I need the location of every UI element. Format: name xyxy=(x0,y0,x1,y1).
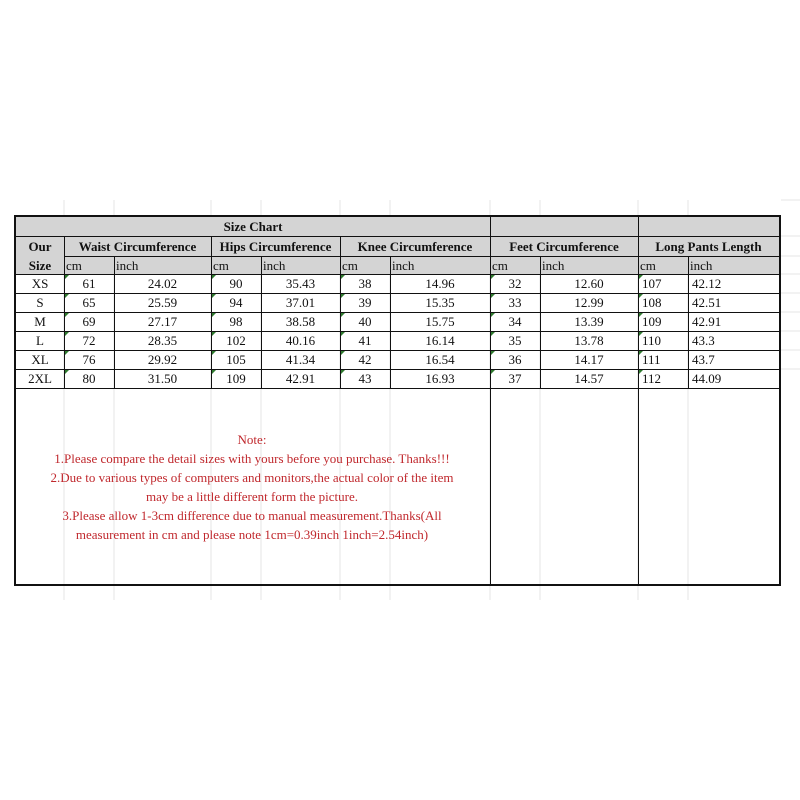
size-label-cell: XL xyxy=(31,352,49,367)
table-cell-feet-cm: 32 xyxy=(508,276,522,291)
cell-indicator-icon xyxy=(491,294,495,298)
cell-indicator-icon xyxy=(65,275,69,279)
table-cell-knee-cm: 38 xyxy=(358,276,372,291)
cell-indicator-icon xyxy=(639,275,643,279)
table-cell-waist-cm: 76 xyxy=(82,352,96,367)
table-cell-hips-in: 41.34 xyxy=(285,352,316,367)
size-label-cell: 2XL xyxy=(28,371,52,386)
cell-indicator-icon xyxy=(65,332,69,336)
table-cell-knee-in: 15.75 xyxy=(425,314,455,329)
cell-border xyxy=(638,215,639,586)
group-waist: Waist Circumference xyxy=(64,236,211,256)
table-cell-waist-in: 27.17 xyxy=(147,314,178,329)
table-cell-length-in: 44.09 xyxy=(692,371,722,386)
size-chart-title: Size Chart xyxy=(16,217,490,236)
size-label-cell: L xyxy=(36,333,44,348)
table-cell-waist-in: 28.35 xyxy=(147,333,178,348)
unit-inch: inch xyxy=(688,256,779,274)
unit-inch: inch xyxy=(390,256,490,274)
header-blank-length xyxy=(638,217,779,236)
table-cell-length-in: 43.3 xyxy=(692,333,715,348)
table-cell-knee-in: 16.93 xyxy=(425,371,455,386)
table-cell-length-cm: 112 xyxy=(642,371,662,386)
cell-border xyxy=(14,369,781,370)
table-cell-hips-in: 37.01 xyxy=(285,295,316,310)
table-cell-knee-cm: 43 xyxy=(358,371,372,386)
table-cell-knee-in: 15.35 xyxy=(425,295,455,310)
unit-cm: cm xyxy=(64,256,114,274)
table-cell-waist-in: 25.59 xyxy=(147,295,178,310)
cell-indicator-icon xyxy=(491,370,495,374)
cell-indicator-icon xyxy=(212,332,216,336)
table-cell-hips-cm: 109 xyxy=(226,371,246,386)
table-cell-waist-cm: 72 xyxy=(82,333,96,348)
table-cell-waist-cm: 80 xyxy=(82,371,96,386)
table-cell-knee-cm: 42 xyxy=(358,352,372,367)
cell-indicator-icon xyxy=(341,370,345,374)
table-cell-knee-in: 14.96 xyxy=(425,276,455,291)
table-cell-length-in: 43.7 xyxy=(692,352,715,367)
table-cell-hips-cm: 105 xyxy=(226,352,246,367)
cell-indicator-icon xyxy=(639,294,643,298)
group-knee: Knee Circumference xyxy=(340,236,490,256)
table-cell-length-in: 42.91 xyxy=(692,314,722,329)
size-label-cell: XS xyxy=(31,276,49,291)
table-cell-waist-cm: 61 xyxy=(82,276,96,291)
cell-border xyxy=(14,236,781,237)
table-cell-feet-in: 13.39 xyxy=(574,314,604,329)
cell-border xyxy=(14,274,781,275)
table-cell-waist-in: 31.50 xyxy=(147,371,178,386)
table-cell-length-cm: 107 xyxy=(642,276,662,291)
cell-border xyxy=(14,312,781,313)
table-cell-hips-cm: 94 xyxy=(229,295,243,310)
cell-border xyxy=(490,215,491,586)
cell-indicator-icon xyxy=(341,294,345,298)
table-cell-hips-in: 35.43 xyxy=(285,276,316,291)
unit-cm: cm xyxy=(211,256,261,274)
table-cell-knee-cm: 39 xyxy=(358,295,372,310)
cell-indicator-icon xyxy=(65,351,69,355)
table-cell-hips-in: 40.16 xyxy=(285,333,316,348)
table-cell-knee-in: 16.54 xyxy=(425,352,455,367)
cell-indicator-icon xyxy=(341,351,345,355)
table-cell-feet-in: 14.17 xyxy=(574,352,604,367)
table-cell-hips-cm: 90 xyxy=(229,276,243,291)
table-cell-waist-in: 24.02 xyxy=(147,276,178,291)
table-cell-length-cm: 110 xyxy=(642,333,662,348)
table-cell-knee-in: 16.14 xyxy=(425,333,455,348)
size-label-cell: M xyxy=(34,314,46,329)
note-line-3: may be a little different form the picture. xyxy=(145,489,358,504)
table-cell-length-cm: 108 xyxy=(642,295,662,310)
table-cell-feet-cm: 33 xyxy=(508,295,522,310)
table-cell-feet-cm: 34 xyxy=(508,314,522,329)
cell-indicator-icon xyxy=(212,370,216,374)
note-box xyxy=(14,388,490,586)
cell-indicator-icon xyxy=(212,294,216,298)
cell-indicator-icon xyxy=(341,275,345,279)
cell-indicator-icon xyxy=(65,294,69,298)
cell-indicator-icon xyxy=(491,275,495,279)
table-cell-waist-in: 29.92 xyxy=(147,352,178,367)
table-cell-length-in: 42.51 xyxy=(692,295,722,310)
group-hips: Hips Circumference xyxy=(211,236,340,256)
our-size-label-2: Size xyxy=(16,256,64,274)
unit-cm: cm xyxy=(340,256,390,274)
cell-border xyxy=(14,350,781,351)
group-feet: Feet Circumference xyxy=(490,236,638,256)
table-cell-hips-in: 38.58 xyxy=(285,314,316,329)
cell-indicator-icon xyxy=(639,370,643,374)
unit-cm: cm xyxy=(638,256,688,274)
table-cell-hips-cm: 102 xyxy=(226,333,246,348)
table-cell-knee-cm: 40 xyxy=(358,314,372,329)
note-line-5: measurement in cm and please note 1cm=0.39inch 1inch=2.54inch) xyxy=(75,527,429,542)
table-cell-feet-in: 13.78 xyxy=(574,333,604,348)
cell-indicator-icon xyxy=(491,313,495,317)
cell-indicator-icon xyxy=(639,351,643,355)
cell-indicator-icon xyxy=(341,313,345,317)
table-cell-waist-cm: 65 xyxy=(82,295,96,310)
header-blank-feet xyxy=(490,217,638,236)
table-cell-feet-cm: 36 xyxy=(508,352,522,367)
cell-indicator-icon xyxy=(212,275,216,279)
cell-indicator-icon xyxy=(212,351,216,355)
cell-indicator-icon xyxy=(65,313,69,317)
note-line-1: 1.Please compare the detail sizes with yours before you purchase. Thanks!!! xyxy=(54,451,450,466)
unit-inch: inch xyxy=(540,256,638,274)
table-cell-length-cm: 111 xyxy=(642,352,661,367)
cell-border xyxy=(14,331,781,332)
cell-border xyxy=(14,388,781,389)
size-label-cell: S xyxy=(36,295,44,310)
group-length: Long Pants Length xyxy=(638,236,779,256)
table-cell-hips-cm: 98 xyxy=(229,314,243,329)
table-cell-waist-cm: 69 xyxy=(82,314,96,329)
cell-indicator-icon xyxy=(639,332,643,336)
table-cell-hips-in: 42.91 xyxy=(285,371,316,386)
table-cell-length-in: 42.12 xyxy=(692,276,722,291)
table-cell-feet-in: 12.99 xyxy=(574,295,604,310)
table-cell-feet-cm: 35 xyxy=(508,333,522,348)
our-size-label: Our xyxy=(16,236,64,256)
cell-indicator-icon xyxy=(65,370,69,374)
table-cell-feet-in: 14.57 xyxy=(574,371,604,386)
table-cell-feet-in: 12.60 xyxy=(574,276,604,291)
unit-inch: inch xyxy=(261,256,340,274)
cell-indicator-icon xyxy=(491,332,495,336)
cell-indicator-icon xyxy=(341,332,345,336)
cell-indicator-icon xyxy=(491,351,495,355)
cell-indicator-icon xyxy=(212,313,216,317)
table-cell-knee-cm: 41 xyxy=(358,333,372,348)
unit-cm: cm xyxy=(490,256,540,274)
note-line-4: 3.Please allow 1-3cm difference due to manual measurement.Thanks(All xyxy=(62,508,442,523)
unit-inch: inch xyxy=(114,256,211,274)
note-line-2: 2.Due to various types of computers and monitors,the actual color of the item xyxy=(50,470,454,485)
cell-border xyxy=(64,256,781,257)
table-cell-feet-cm: 37 xyxy=(508,371,522,386)
cell-indicator-icon xyxy=(639,313,643,317)
cell-border xyxy=(14,293,781,294)
table-cell-length-cm: 109 xyxy=(642,314,662,329)
note-heading: Note: xyxy=(237,432,267,447)
